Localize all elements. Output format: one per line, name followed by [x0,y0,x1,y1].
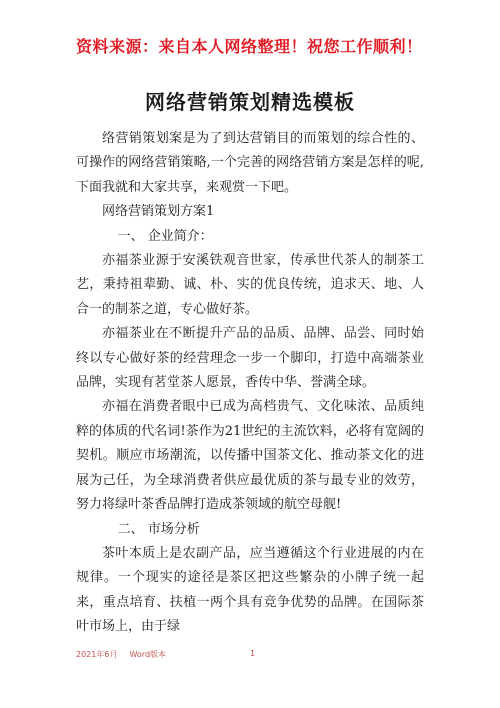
section-heading-market: 二、 市场分析 [117,521,200,537]
body-paragraph: 亦福茶业源于安溪铁观音世家，传承世代茶人的制茶工艺，秉持祖辈勤、诚、朴、实的优良传统，追求天、地、人合一的制茶之道，专心做好茶。 [76,253,424,317]
document-title: 网络营销策划精选模板 [145,90,355,114]
footer-version: Word版本 [129,650,167,659]
footer-info [76,649,178,660]
plan-heading: 网络营销策划方案1 [102,204,215,220]
body-paragraph: 亦福茶业在不断提升产品的品质、品牌、品尝、同时始终以专心做好茶的经营理念一步一个脚印，打造中高端茶业品牌，实现有茗堂茶人愿景，香传中华、誉满全球。 [76,326,424,391]
body-paragraph: 亦福在消费者眼中已成为高档贵气、文化味浓、品质纯粹的体质的代名词!茶作为21世纪的主流饮料，必将有宽阔的契机。顺应市场潮流，以传播中国茶文化、推动茶文化的进展为己任，为全球消费者供应最优质的茶与最专业的效劳，努力将绿叶茶香品牌打造成茶领域的航空母舰! [76,399,424,513]
intro-paragraph: 络营销策划案是为了到达营销目的而策划的综合性的、可操作的网络营销策略,一个完善的网络营销方案是怎样的呢,下面我就和大家共享，来观赏一下吧。 [76,131,424,195]
source-banner: 资料来源：来自本人网络整理！祝您工作顺利！ [76,37,423,56]
page-footer [76,649,424,663]
footer-date: 2021年6月 [76,650,118,659]
section-heading-company: 一、 企业简介： [117,228,213,244]
document-body [76,127,424,640]
body-paragraph: 茶叶本质上是农副产品，应当遵循这个行业进展的内在规律。一个现实的途径是茶区把这些繁杂的小牌子统一起来，重点培育、扶植一两个具有竞争优势的品牌。在国际茶叶市场上，由于绿 [76,545,424,635]
page-number: 1 [250,649,256,658]
